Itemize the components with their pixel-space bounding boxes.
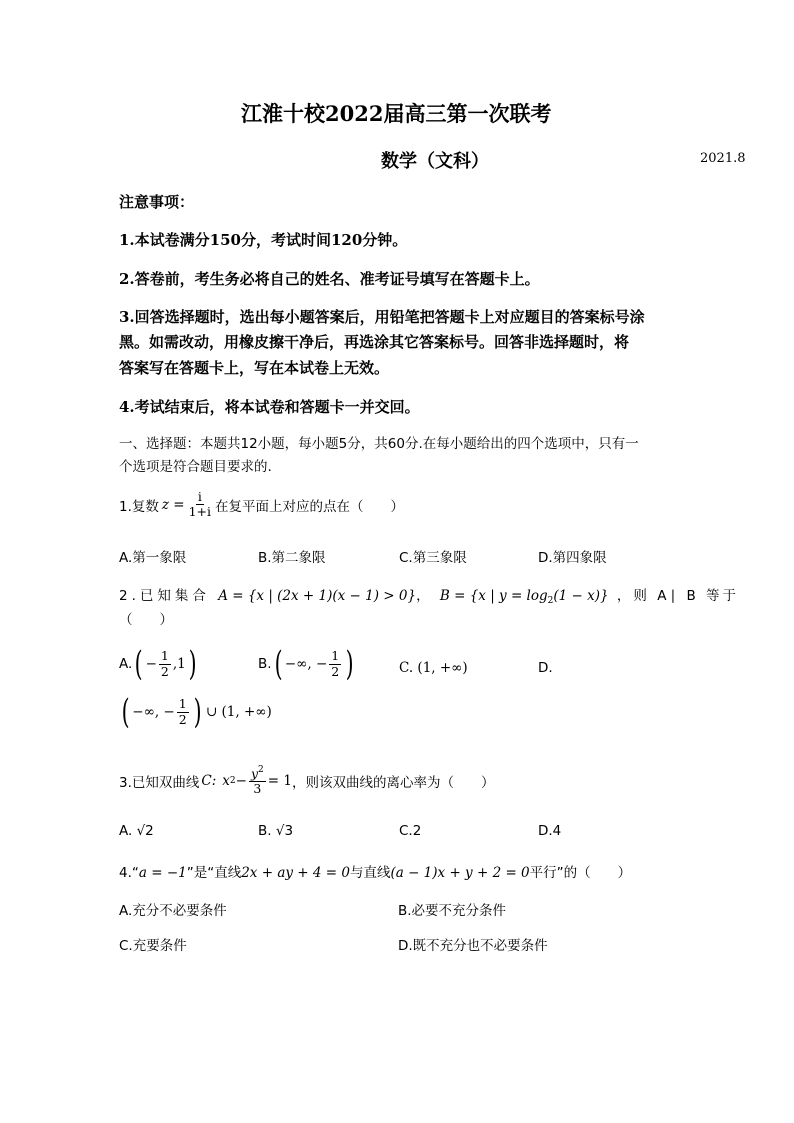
q3-minus: − xyxy=(235,772,247,789)
q2-option-d-right-paren: ) xyxy=(193,692,202,732)
exam-date: 2021.8 xyxy=(700,151,746,166)
q2-option-b-label: B. xyxy=(258,656,272,672)
q2-option-b-left-paren: ( xyxy=(274,644,283,684)
q2-option-a-label: A. xyxy=(119,656,133,672)
q2-option-a-right-paren: ) xyxy=(188,644,197,684)
exam-subject: 数学（文科） xyxy=(381,151,489,172)
q4-option-b: B.必要不充分条件 xyxy=(398,903,507,919)
q2-set-a: A = {x | (2x + 1)(x − 1) > 0} xyxy=(218,588,417,604)
q2-option-d-left-paren: ( xyxy=(121,692,130,732)
q2-option-a-minus: − xyxy=(145,656,157,672)
q2-option-d xyxy=(119,692,272,732)
q2-answer-paren: （ ） xyxy=(119,612,173,628)
q4-option-d: D.既不充分也不必要条件 xyxy=(398,938,548,954)
q3-variable: C: xyxy=(201,772,217,789)
q3-numerator-exp: 2 xyxy=(258,765,264,775)
q2-option-d-num: 1 xyxy=(178,696,187,712)
q4-text-1: 4.“ xyxy=(119,865,139,881)
q2-option-a-fraction xyxy=(159,649,171,679)
q2-option-d-left: −∞, − xyxy=(132,704,175,720)
section-instructions-line-1: 一、选择题：本题共12小题，每小题5分，共60分.在每小题给出的四个选项中，只有一 xyxy=(119,436,639,452)
q2-option-a xyxy=(119,644,199,684)
q3-fraction xyxy=(249,765,266,797)
notice-item-3-cont: 黑。如需改动，用橡皮擦干净后，再选涂其它答案标号。回答非选择题时，将 xyxy=(119,333,630,351)
q3-suffix: ，则该双曲线的离心率为（ ） xyxy=(291,774,495,791)
notice-item-3-end: 答案写在答题卡上，写在本试卷上无效。 xyxy=(119,359,390,377)
q2-option-b-den: 2 xyxy=(331,663,340,679)
q1-option-d: D.第四象限 xyxy=(538,550,607,566)
q4-text-4: 平行”的（ ） xyxy=(529,865,632,881)
q1-option-c: C.第三象限 xyxy=(399,550,467,566)
q2-set-b-end: (1 − x)} xyxy=(553,588,609,604)
q1-prefix: 1.复数 xyxy=(119,498,159,515)
q2-ask: ，则 A∣ B 等于 xyxy=(616,588,740,604)
q3-numerator-y: y xyxy=(250,766,259,781)
notice-item-4: 4.考试结束后，将本试卷和答题卡一并交回。 xyxy=(119,398,420,416)
q3-x-exp: 2 xyxy=(229,775,236,786)
question-1 xyxy=(119,490,404,520)
notice-item-3: 3.回答选择题时，选出每小题答案后，用铅笔把答题卡上对应题目的答案标号涂 xyxy=(119,308,645,326)
q2-option-d-label: D. xyxy=(538,660,553,676)
q4-condition: a = −1 xyxy=(138,865,187,881)
q4-line-2: (a − 1)x + y + 2 = 0 xyxy=(390,865,530,881)
exam-title: 江淮十校2022届高三第一次联考 xyxy=(241,101,552,126)
q3-equals: = 1 xyxy=(267,772,292,789)
q2-option-b-num: 1 xyxy=(331,648,340,664)
q4-line-1: 2x + ay + 4 = 0 xyxy=(241,865,350,881)
q1-denominator: 1+i xyxy=(188,504,212,520)
q3-option-d: D.4 xyxy=(538,823,562,839)
q2-option-a-den: 2 xyxy=(160,663,169,679)
q2-option-b xyxy=(258,644,357,684)
q2-comma: ， xyxy=(416,588,430,604)
q4-text-2: ”是“直线 xyxy=(186,865,242,881)
q1-suffix: 在复平面上对应的点在（ ） xyxy=(215,498,405,515)
q2-set-b: B = {x | y = log xyxy=(439,588,548,604)
q3-denominator: 3 xyxy=(253,781,262,797)
notice-item-1: 1.本试卷满分150分，考试时间120分钟。 xyxy=(119,231,408,249)
q3-prefix: 3.已知双曲线 xyxy=(119,774,200,791)
q2-option-d-fraction xyxy=(177,697,189,727)
q2-option-b-right-paren: ) xyxy=(345,644,354,684)
q4-option-a: A.充分不必要条件 xyxy=(119,903,227,919)
section-instructions-line-2: 个选项是符合题目要求的. xyxy=(119,459,272,475)
q2-option-d-right: ∪ (1, +∞) xyxy=(205,704,272,720)
q3-x: x xyxy=(222,772,230,789)
notice-item-2: 2.答卷前，考生务必将自己的姓名、准考证号填写在答题卡上。 xyxy=(119,270,540,288)
q3-option-b: B. √3 xyxy=(258,823,294,839)
q4-option-c: C.充要条件 xyxy=(119,938,187,954)
q3-option-a: A. √2 xyxy=(119,823,154,839)
q1-variable: z = xyxy=(161,496,185,513)
q2-option-d-den: 2 xyxy=(178,711,187,727)
notice-heading: 注意事项： xyxy=(119,193,195,211)
q2-option-b-left: −∞, − xyxy=(284,656,328,672)
question-4 xyxy=(119,861,631,881)
q3-option-c: C.2 xyxy=(399,823,422,839)
q2-option-c: C. (1, +∞) xyxy=(399,660,468,676)
q1-option-b: B.第二象限 xyxy=(258,550,326,566)
q1-option-a: A.第一象限 xyxy=(119,550,187,566)
q2-option-a-num: 1 xyxy=(160,648,169,664)
q2-option-b-fraction xyxy=(329,649,341,679)
q1-numerator: i xyxy=(197,489,202,504)
q1-fraction xyxy=(187,490,213,520)
q2-option-a-left-paren: ( xyxy=(134,644,143,684)
question-2 xyxy=(119,584,739,606)
q2-option-a-right: ,1 xyxy=(172,656,186,672)
q3-numerator xyxy=(249,765,266,782)
q4-text-3: 与直线 xyxy=(349,865,391,881)
q2-log-base: 2 xyxy=(547,596,554,606)
question-3 xyxy=(119,765,494,797)
q2-prefix: 2.已知集合 xyxy=(119,588,210,604)
